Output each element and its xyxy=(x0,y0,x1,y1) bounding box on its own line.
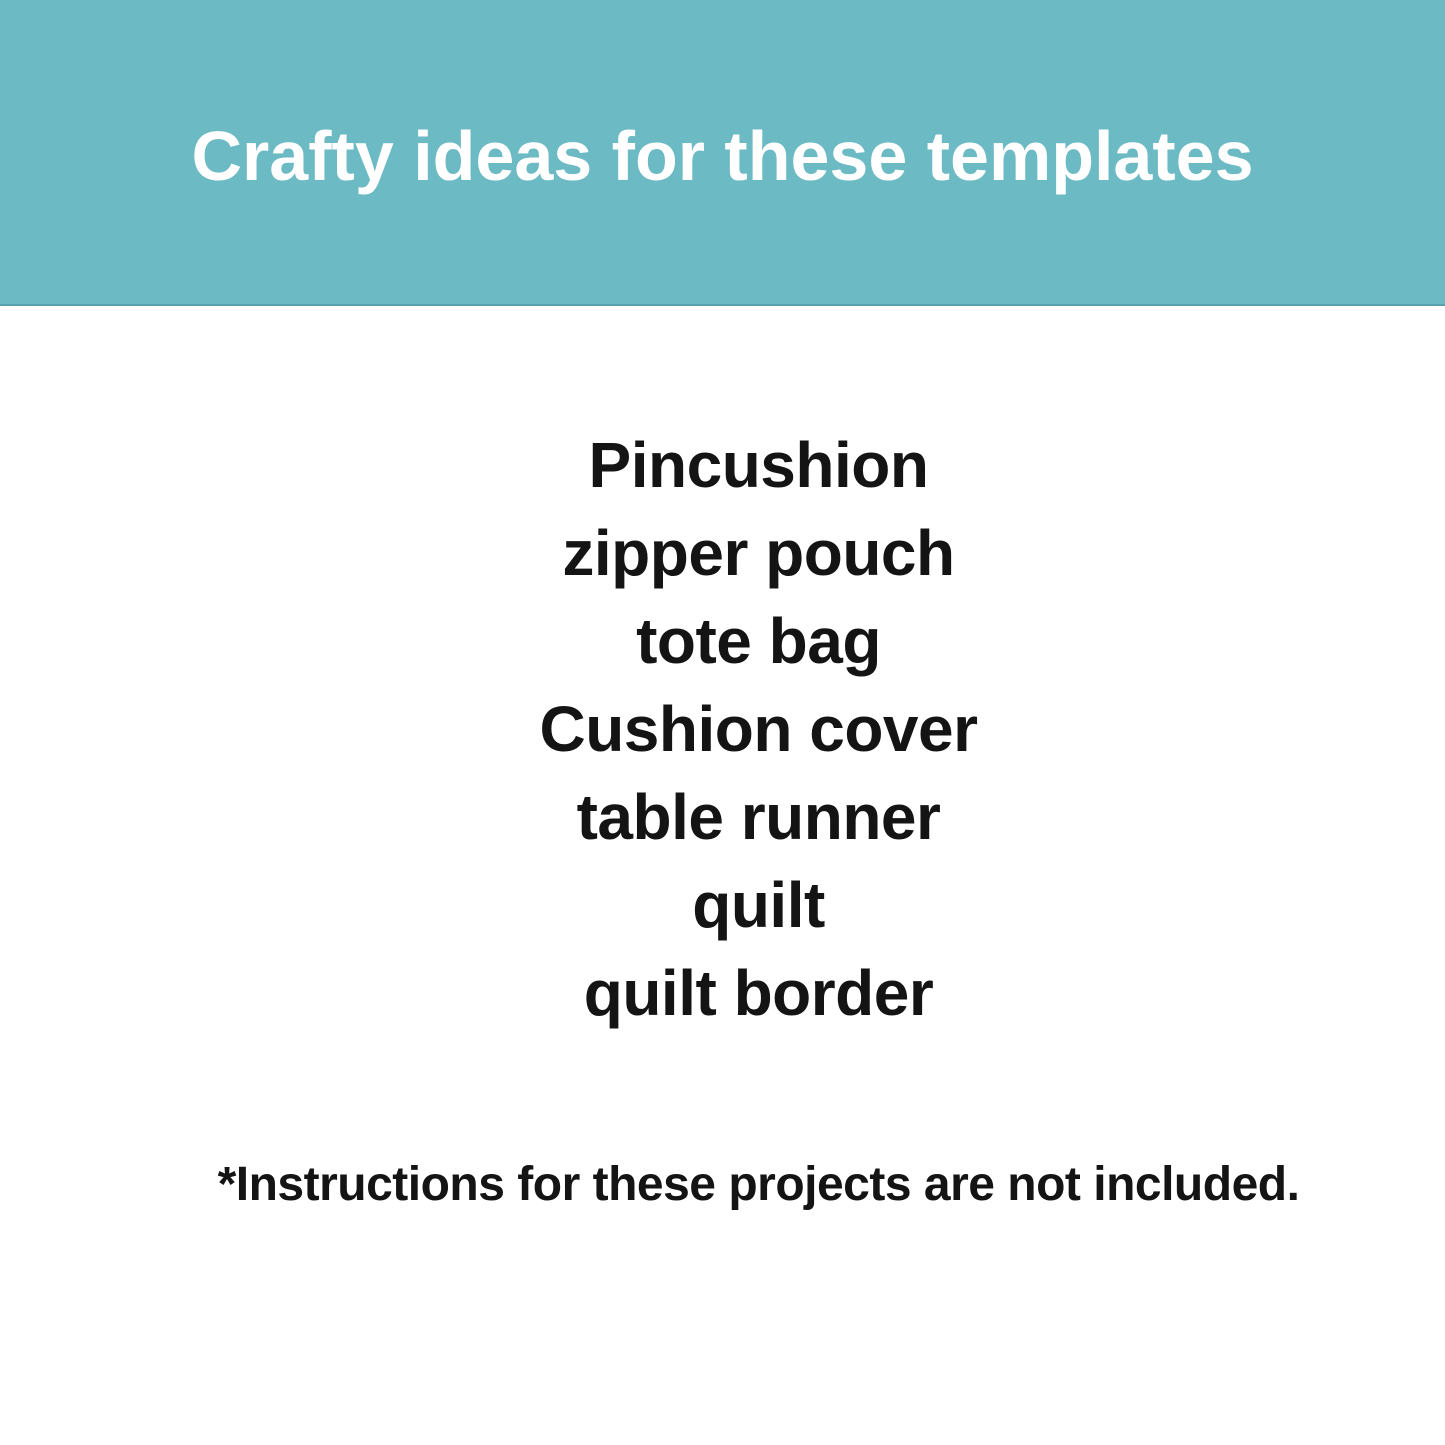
footnote: *Instructions for these projects are not included. xyxy=(217,1158,1300,1211)
idea-item-pincushion: Pincushion xyxy=(588,429,929,501)
ideas-list xyxy=(36,421,1445,1037)
banner-title: Crafty ideas for these templates xyxy=(191,117,1254,195)
idea-item-quilt-border: quilt border xyxy=(583,957,934,1029)
idea-item-quilt: quilt xyxy=(692,869,825,941)
idea-item-zipper-pouch: zipper pouch xyxy=(562,517,955,589)
idea-item-table-runner: table runner xyxy=(576,781,941,853)
header-banner xyxy=(0,0,1445,306)
idea-item-tote-bag: tote bag xyxy=(636,605,881,677)
idea-item-cushion-cover: Cushion cover xyxy=(539,693,978,765)
